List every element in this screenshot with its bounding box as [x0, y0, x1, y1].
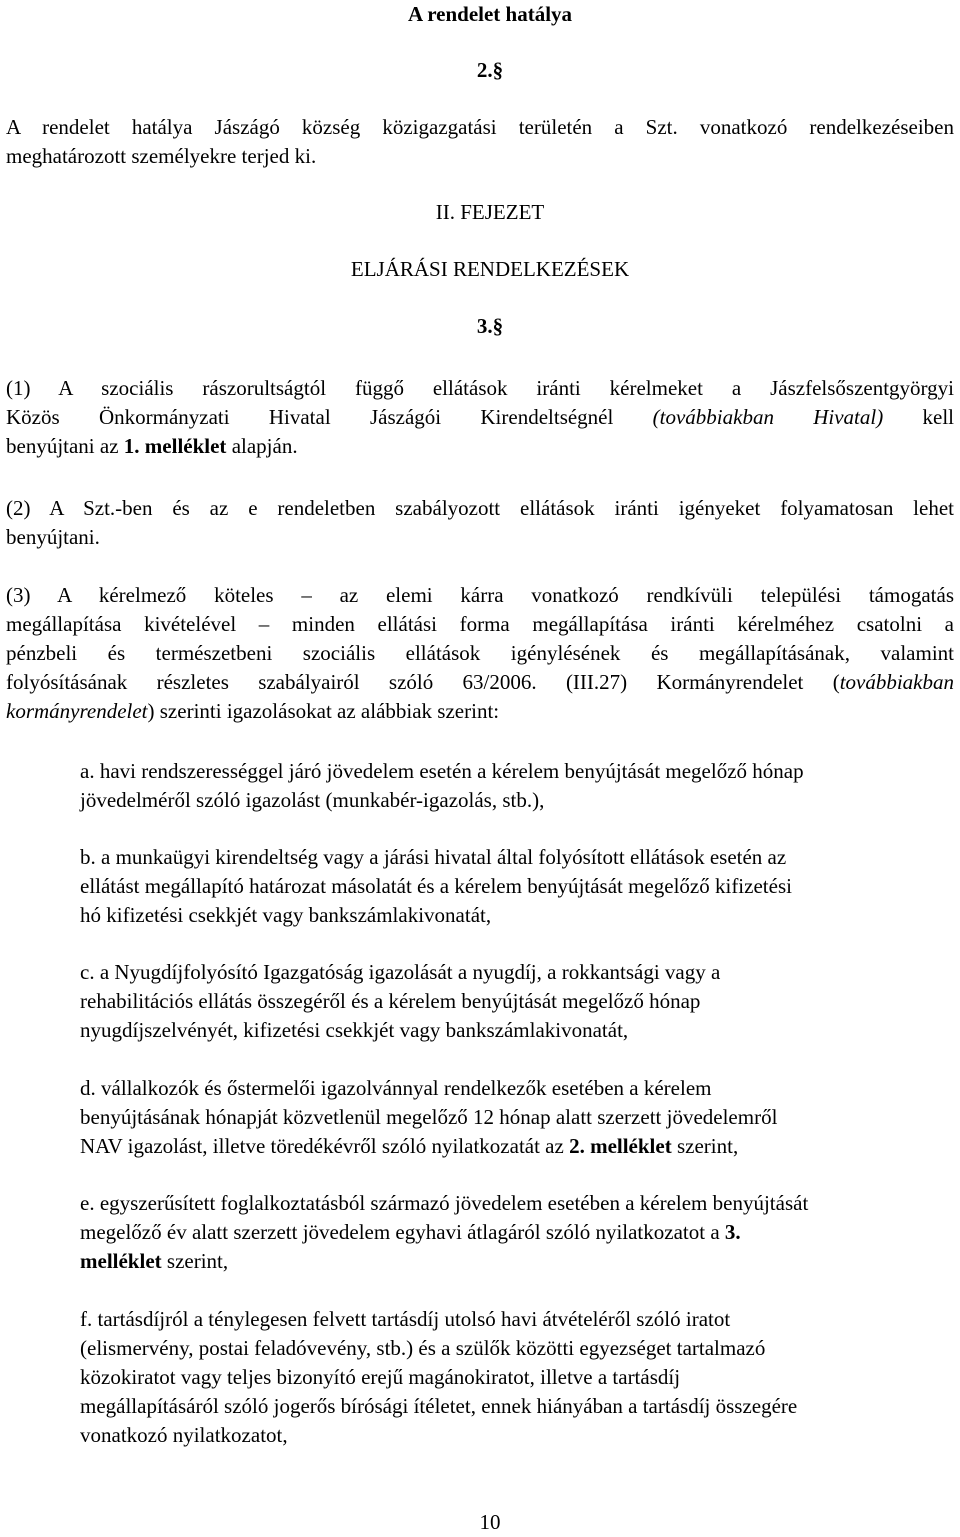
- annex-reference: 3.: [724, 1220, 741, 1244]
- section-2-text-line: meghatározott személyekre terjed ki.: [6, 144, 317, 168]
- list-item-f: (elismervény, postai feladóvevény, stb.) és a szülők közötti egyezséget tartalmazó: [80, 1336, 766, 1360]
- list-item-a: a. havi rendszerességgel járó jövedelem esetén a kérelem benyújtását megelőző hónap: [80, 759, 804, 783]
- section-2-text-line: A rendelet hatálya Jászágó község közigazgatási területén a Szt. vonatkozó rendelkezéseiben: [6, 115, 954, 139]
- list-item-f: közokiratot vagy teljes bizonyító erejű magánokiratot, illetve a tartásdíj: [80, 1365, 681, 1389]
- annex-reference: 2. melléklet: [569, 1134, 672, 1158]
- list-item-b: b. a munkaügyi kirendeltség vagy a járási hivatal által folyósított ellátások esetén az: [80, 845, 787, 869]
- page-number: 10: [479, 1510, 501, 1534]
- defined-term: kormányrendelet: [6, 699, 148, 723]
- paragraph-1-line: (1) A szociális rászorultságtól függő ellátások iránti kérelmeket a Jászfelsőszentgyörgyi: [6, 376, 954, 400]
- defined-term: továbbiakban: [839, 670, 954, 694]
- paragraph-1-line: benyújtani az 1. melléklet alapján.: [6, 434, 298, 458]
- list-item-b: ellátást megállapító határozat másolatát és a kérelem benyújtását megelőző kifizetési: [80, 874, 792, 898]
- list-item-f: vonatkozó nyilatkozatot,: [80, 1423, 288, 1447]
- list-item-f: megállapításáról szóló jogerős bírósági ítéletet, ennek hiányában a tartásdíj összegére: [80, 1394, 798, 1418]
- list-item-d: benyújtásának hónapját közvetlenül megelőző 12 hónap alatt szerzett jövedelemről: [80, 1105, 778, 1129]
- list-item-c: c. a Nyugdíjfolyósító Igazgatóság igazolását a nyugdíj, a rokkantsági vagy a: [80, 960, 721, 984]
- list-item-a: jövedelméről szóló igazolást (munkabér-igazolás, stb.),: [80, 788, 545, 812]
- paragraph-3-line: megállapítása kivételével – minden ellátási forma megállapítása iránti kérelméhez csatolni a: [6, 612, 954, 636]
- paragraph-2-line: benyújtani.: [6, 525, 100, 549]
- paragraph-3-line: pénzbeli és természetbeni szociális ellátások igénylésének és megállapításának, valamint: [6, 641, 954, 665]
- list-item-d: d. vállalkozók és őstermelői igazolvánnyal rendelkezők esetében a kérelem: [80, 1076, 712, 1100]
- section-3-number: 3.§: [476, 314, 504, 338]
- list-item-e: megelőző év alatt szerzett jövedelem egyhavi átlagáról szóló nyilatkozatot a 3.: [80, 1220, 741, 1244]
- list-item-d: NAV igazolást, illetve töredékévről szóló nyilatkozatát az 2. melléklet szerint,: [80, 1134, 739, 1158]
- list-item-c: nyugdíjszelvényét, kifizetési csekkjét vagy bankszámlakivonatát,: [80, 1018, 629, 1042]
- paragraph-3-line: folyósításának részletes szabályairól szóló 63/2006. (III.27) Kormányrendelet (továbbiakban: [6, 670, 954, 694]
- page-heading: A rendelet hatálya: [407, 2, 573, 26]
- list-item-c: rehabilitációs ellátás összegéről és a kérelem benyújtását megelőző hónap: [80, 989, 701, 1013]
- list-item-b: hó kifizetési csekkjét vagy bankszámlakivonatát,: [80, 903, 492, 927]
- section-2-number: 2.§: [476, 58, 504, 82]
- list-item-e: melléklet szerint,: [80, 1249, 229, 1273]
- annex-reference: melléklet: [80, 1249, 162, 1273]
- list-item-f: f. tartásdíjról a ténylegesen felvett tartásdíj utolsó havi átvételéről szóló iratot: [80, 1307, 731, 1331]
- annex-reference: 1. melléklet: [123, 434, 227, 458]
- list-item-e: e. egyszerűsített foglalkoztatásból származó jövedelem esetében a kérelem benyújtását: [80, 1191, 809, 1215]
- paragraph-3-line: (3) A kérelmező köteles – az elemi kárra vonatkozó rendkívüli települési támogatás: [6, 583, 954, 607]
- chapter-title: ELJÁRÁSI RENDELKEZÉSEK: [350, 257, 630, 281]
- paragraph-1-line: Közös Önkormányzati Hivatal Jászágói Kirendeltségnél (továbbiakban Hivatal) kell: [6, 405, 954, 429]
- defined-term: (továbbiakban Hivatal): [652, 405, 884, 429]
- paragraph-2-line: (2) A Szt.-ben és az e rendeletben szabályozott ellátások iránti igényeket folyamatosan lehet: [6, 496, 954, 520]
- chapter-number: II. FEJEZET: [435, 200, 545, 224]
- paragraph-3-line: kormányrendelet) szerinti igazolásokat az alábbiak szerint:: [6, 699, 500, 723]
